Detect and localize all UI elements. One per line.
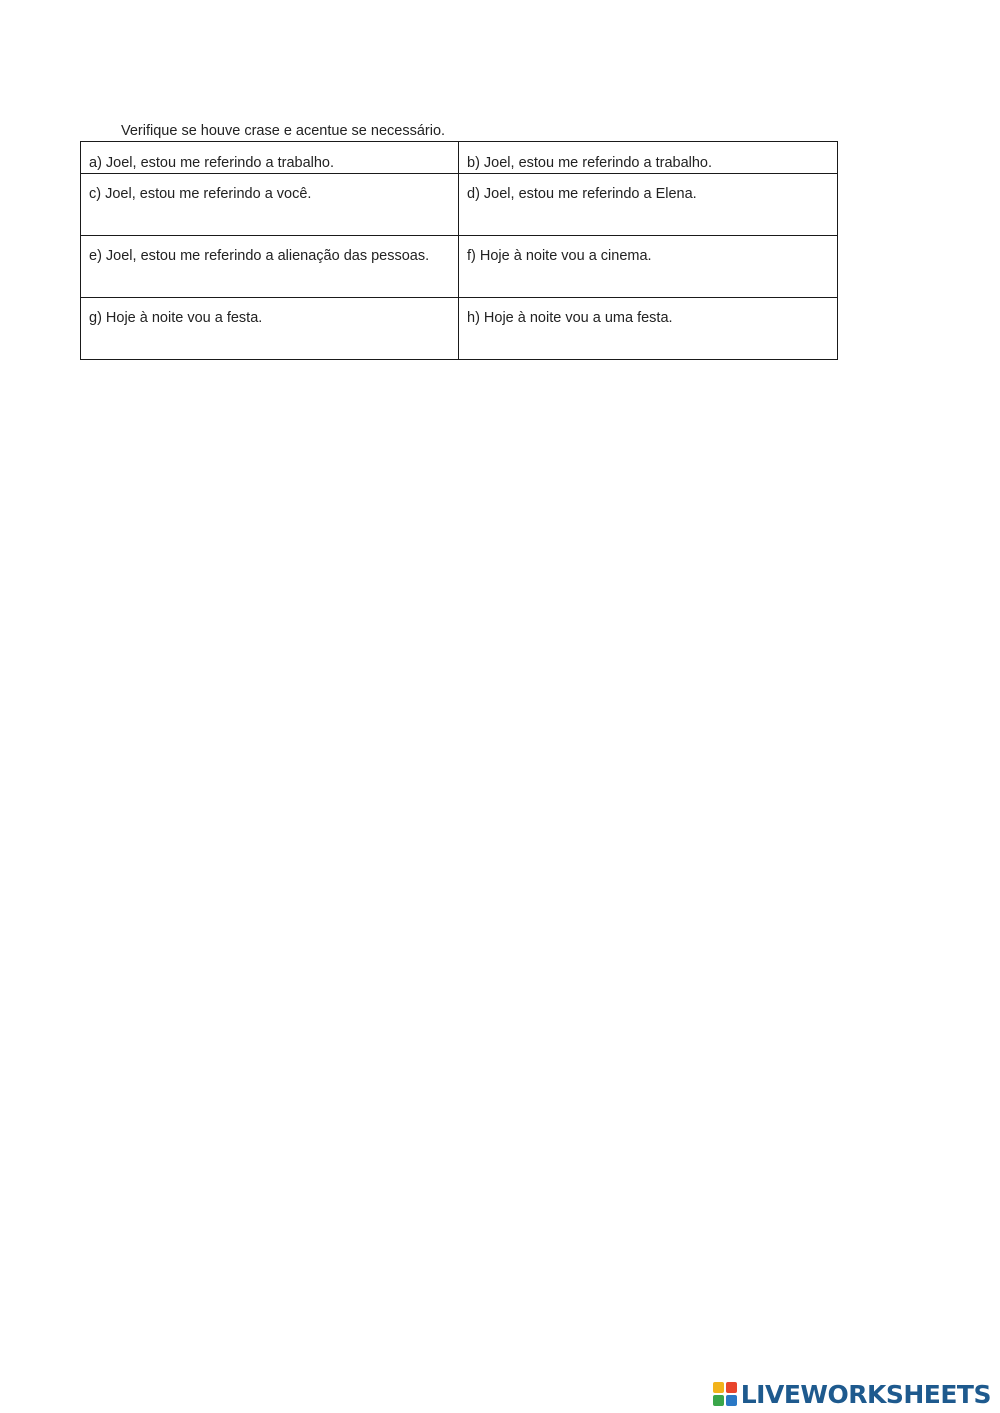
exercise-h: h) Hoje à noite vou a uma festa. [459, 298, 838, 360]
brand-logo[interactable] [713, 1376, 991, 1412]
instruction-text: Verifique se houve crase e acentue se necessário. [121, 123, 446, 139]
exercise-g: g) Hoje à noite vou a festa. [81, 298, 459, 360]
table-row [81, 298, 838, 360]
brand-name: LIVEWORKSHEETS [740, 1379, 991, 1409]
logo-tile-red [726, 1382, 737, 1393]
exercise-table [80, 141, 838, 360]
exercise-d: d) Joel, estou me referindo a Elena. [459, 174, 838, 236]
exercise-c: c) Joel, estou me referindo a você. [81, 174, 459, 236]
table-row [81, 174, 838, 236]
table-row [81, 236, 838, 298]
exercise-f: f) Hoje à noite vou a cinema. [459, 236, 838, 298]
exercise-e: e) Joel, estou me referindo a alienação das pessoas. [81, 236, 459, 298]
liveworksheets-logo-icon [713, 1382, 737, 1406]
table-row [81, 142, 838, 174]
exercise-a: a) Joel, estou me referindo a trabalho. [81, 142, 459, 174]
logo-tile-blue [726, 1395, 737, 1406]
logo-tile-yellow [713, 1382, 724, 1393]
logo-tile-green [713, 1395, 724, 1406]
exercise-b: b) Joel, estou me referindo a trabalho. [459, 142, 838, 174]
